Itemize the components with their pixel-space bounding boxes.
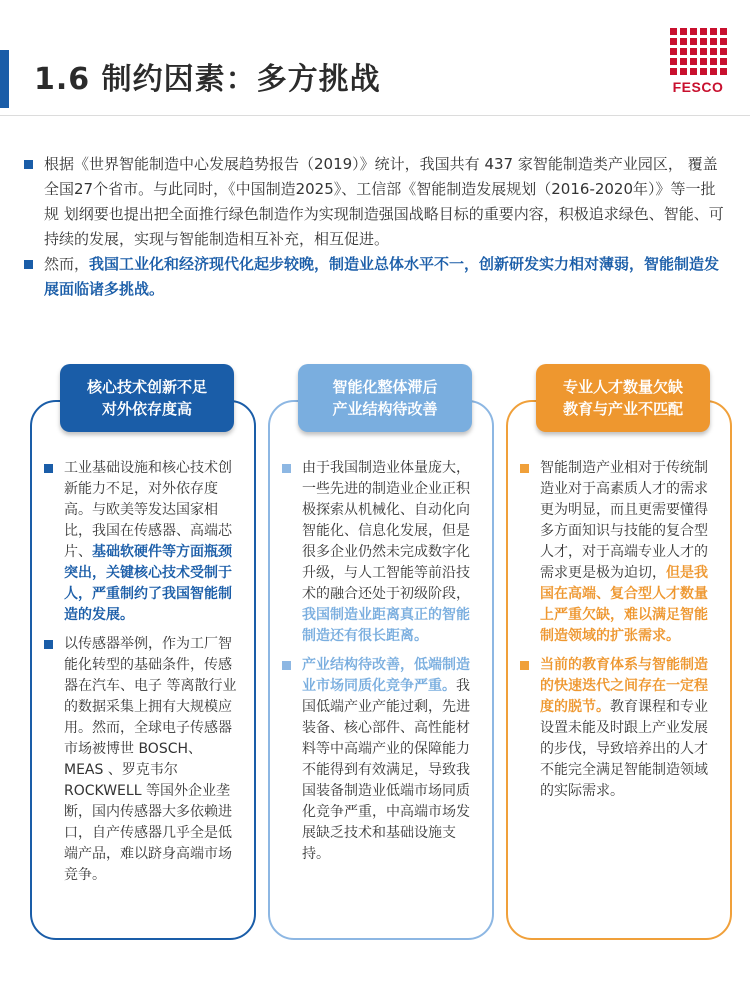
card-header: 专业人才数量欠缺 教育与产业不匹配 <box>536 364 710 432</box>
card-bullet: 当前的教育体系与智能制造的快速迭代之间存在一定程度的脱节。教育课程和专业设置未能及时跟上产业发展的步伐，导致培养出的人才不能完全满足智能制造领域的实际需求。 <box>518 655 714 802</box>
card-bullet: 智能制造产业相对于传统制造业对于高素质人才的需求更为明显，而且更需要懂得多方面知识与技能的复合型人才，对于高端专业人才的需求更是极为迫切，但是我国在高端、复合型人才数量上严重欠缺，难以满足智能制造领域的扩张需求。 <box>518 458 714 647</box>
card-body <box>42 458 238 894</box>
intro-paragraph-2: 然而，我国工业化和经济现代化起步较晚，制造业总体水平不一，创新研发实力相对薄弱，智能制造发展面临诸多挑战。 <box>24 252 724 302</box>
header-divider <box>0 115 750 116</box>
card-bullet: 由于我国制造业体量庞大，一些先进的制造业企业正积极探索从机械化、自动化向智能化、信息化发展，但是很多企业仍然未完成数字化升级，与人工智能等前沿技术的融合还处于初级阶段，我国制造业距离真正的智能制造还有很长距离。 <box>280 458 476 647</box>
card-body <box>518 458 714 810</box>
square-bullet-icon <box>24 160 33 169</box>
card-bullet: 产业结构待改善，低端制造业市场同质化竞争严重。我国低端产业产能过剩，先进装备、核心部件、高性能材料等中高端产业的保障能力不能得到有效满足，导致我国装备制造业低端市场同质化竞争严重，中高端市场发展缺乏技术和基础设施支持。 <box>280 655 476 865</box>
card-body <box>280 458 476 873</box>
intro-paragraph-1: 根据《世界智能制造中心发展趋势报告（2019）》统计，我国共有 437 家智能制造类产业园区， 覆盖全国27个省市。与此同时，《中国制造2025》、工信部《智能制造发展规划（2016-2020年）》等一批规 划纲要也提出把全面推行绿色制造作为实现制造强国战略目标的重要内容，积极追求绿色、智能、可持续的发展，实现与智能制造相互补充，相互促进。 <box>24 152 724 252</box>
square-bullet-icon <box>24 260 33 269</box>
card-talent-shortage <box>506 378 732 940</box>
card-core-technology <box>30 378 256 940</box>
card-intelligence-lag <box>268 378 494 940</box>
square-bullet-icon <box>44 640 53 649</box>
card-header: 核心技术创新不足 对外依存度高 <box>60 364 234 432</box>
card-bullet: 以传感器举例，作为工厂智能化转型的基础条件，传感器在汽车、电子 等离散行业的数据采集上拥有大规模应用。然而，全球电子传感器市场被博世 BOSCH、MEAS 、罗克韦尔 ROCKWELL 等国外企业垄断，国内传感器大多依赖进口，自产传感器几乎全是低端产品，难以跻身高端市场竞争。 <box>42 634 238 886</box>
square-bullet-icon <box>282 464 291 473</box>
title-accent-bar <box>0 50 9 108</box>
square-bullet-icon <box>520 464 529 473</box>
square-bullet-icon <box>282 661 291 670</box>
page-title: 1.6 制约因素：多方挑战 <box>34 62 381 97</box>
card-bullet: 工业基础设施和核心技术创新能力不足，对外依存度高。与欧美等发达国家相比，我国在传感器、高端芯片、基础软硬件等方面瓶颈突出，关键核心技术受制于人，严重制约了我国智能制造的发展。 <box>42 458 238 626</box>
fesco-logo <box>668 28 728 95</box>
logo-dot-grid-icon <box>668 28 728 75</box>
square-bullet-icon <box>520 661 529 670</box>
card-header: 智能化整体滞后 产业结构待改善 <box>298 364 472 432</box>
logo-text: FESCO <box>672 79 724 95</box>
square-bullet-icon <box>44 464 53 473</box>
intro-section <box>24 152 724 302</box>
